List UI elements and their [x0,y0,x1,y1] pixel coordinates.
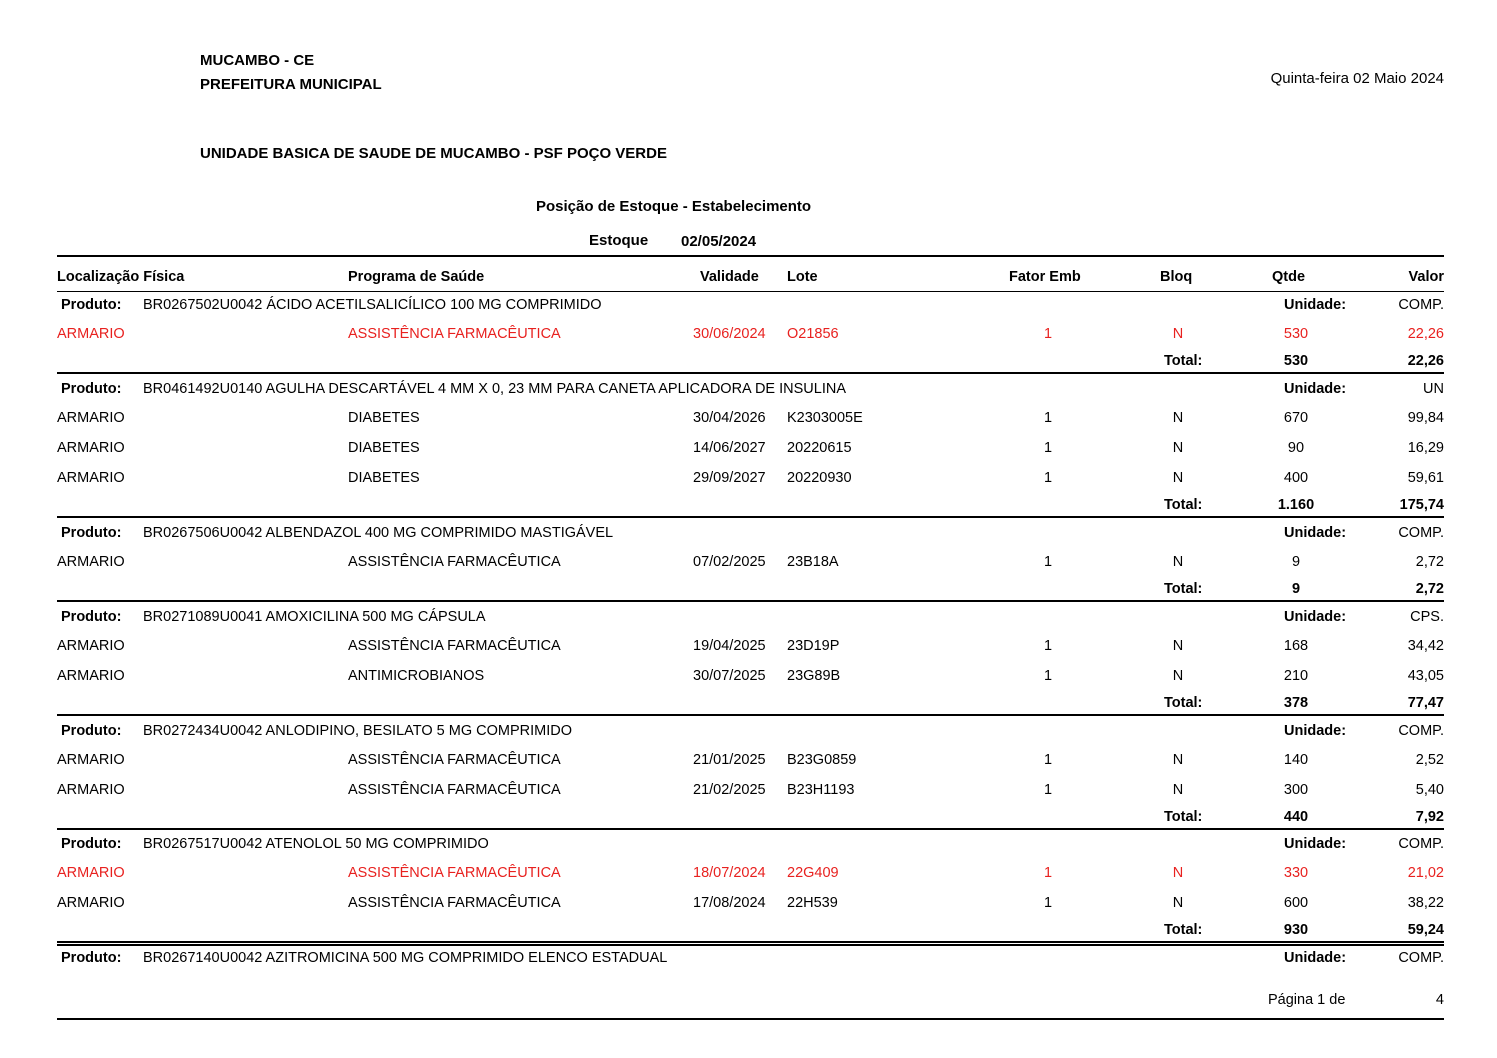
row-validity: 30/06/2024 [693,326,766,342]
row-location: ARMARIO [57,470,125,486]
row-lot: 23D19P [787,638,840,654]
col-location: Localização Física [57,269,185,285]
row-qty: 140 [1283,752,1309,768]
row-location: ARMARIO [57,638,125,654]
row-program: ASSISTÊNCIA FARMACÊUTICA [348,326,561,342]
unit-label: Unidade: [1284,950,1347,966]
total-value: 59,24 [1407,922,1444,938]
row-value: 2,72 [1415,554,1444,570]
product-unit: UN [1423,381,1444,397]
product-label: Produto: [61,950,122,966]
row-program: ASSISTÊNCIA FARMACÊUTICA [348,782,561,798]
product-unit: CPS. [1410,609,1444,625]
row-validity: 14/06/2027 [693,440,766,456]
row-blocked: N [1172,638,1184,654]
col-lot: Lote [787,269,818,285]
total-qty: 930 [1283,922,1309,938]
col-factor: Fator Emb [1009,269,1081,285]
row-program: ASSISTÊNCIA FARMACÊUTICA [348,752,561,768]
row-program: ASSISTÊNCIA FARMACÊUTICA [348,895,561,911]
row-validity: 30/04/2026 [693,410,766,426]
product-unit: COMP. [1398,950,1444,966]
municipality: MUCAMBO - CE [200,52,315,69]
row-lot: K2303005E [787,410,863,426]
health-unit-name: UNIDADE BASICA DE SAUDE DE MUCAMBO - PSF POÇO VERDE [200,145,667,162]
row-blocked: N [1172,752,1184,768]
row-factor: 1 [1043,895,1053,911]
col-program: Programa de Saúde [348,269,485,285]
stock-date: 02/05/2024 [681,233,757,250]
row-value: 59,61 [1407,470,1444,486]
row-qty: 210 [1283,668,1309,684]
unit-label: Unidade: [1284,381,1347,397]
row-location: ARMARIO [57,668,125,684]
page-total: 4 [1435,992,1444,1008]
product-separator [57,372,1444,374]
row-location: ARMARIO [57,440,125,456]
total-value: 7,92 [1415,809,1444,825]
row-qty: 300 [1283,782,1309,798]
row-factor: 1 [1043,410,1053,426]
total-value: 77,47 [1407,695,1444,711]
row-value: 99,84 [1407,410,1444,426]
row-blocked: N [1172,668,1184,684]
stock-label: Estoque [589,232,649,249]
row-validity: 18/07/2024 [693,865,766,881]
total-value: 2,72 [1415,581,1444,597]
row-factor: 1 [1043,638,1053,654]
row-factor: 1 [1043,554,1053,570]
product-name: BR0267502U0042 ÁCIDO ACETILSALICÍLICO 100 MG COMPRIMIDO [143,297,602,313]
total-value: 175,74 [1399,497,1444,513]
row-lot: B23G0859 [787,752,857,768]
row-location: ARMARIO [57,326,125,342]
col-blocked: Bloq [1160,269,1193,285]
total-qty: 378 [1283,695,1309,711]
product-label: Produto: [61,381,122,397]
row-value: 5,40 [1415,782,1444,798]
product-label: Produto: [61,297,122,313]
row-validity: 17/08/2024 [693,895,766,911]
row-qty: 600 [1283,895,1309,911]
product-name: BR0461492U0140 AGULHA DESCARTÁVEL 4 MM X 0, 23 MM PARA CANETA APLICADORA DE INSULINA [143,381,846,397]
unit-label: Unidade: [1284,609,1347,625]
row-program: DIABETES [348,440,420,456]
row-factor: 1 [1043,470,1053,486]
row-qty: 400 [1283,470,1309,486]
product-label: Produto: [61,525,122,541]
product-separator [57,828,1444,830]
row-qty: 90 [1287,440,1305,456]
product-label: Produto: [61,609,122,625]
row-blocked: N [1172,410,1184,426]
row-qty: 670 [1283,410,1309,426]
row-validity: 29/09/2027 [693,470,766,486]
page-label: Página 1 de [1268,992,1346,1008]
row-lot: 22H539 [787,895,838,911]
row-value: 21,02 [1407,865,1444,881]
row-value: 16,29 [1407,440,1444,456]
row-lot: O21856 [787,326,839,342]
row-program: DIABETES [348,410,420,426]
row-qty: 9 [1291,554,1301,570]
product-separator [57,600,1444,602]
row-lot: B23H1193 [787,782,855,798]
product-separator [57,714,1444,716]
product-separator [57,941,1444,943]
product-unit: COMP. [1398,723,1444,739]
col-validity: Validade [700,269,759,285]
product-separator [57,516,1444,518]
row-blocked: N [1172,470,1184,486]
row-lot: 23G89B [787,668,841,684]
row-factor: 1 [1043,440,1053,456]
product-name: BR0267506U0042 ALBENDAZOL 400 MG COMPRIMIDO MASTIGÁVEL [143,525,614,541]
col-qty: Qtde [1272,269,1306,285]
row-value: 43,05 [1407,668,1444,684]
row-value: 38,22 [1407,895,1444,911]
organization: PREFEITURA MUNICIPAL [200,76,382,93]
row-qty: 330 [1283,865,1309,881]
row-value: 2,52 [1415,752,1444,768]
row-location: ARMARIO [57,554,125,570]
row-validity: 30/07/2025 [693,668,766,684]
row-validity: 21/01/2025 [693,752,766,768]
total-qty: 9 [1291,581,1301,597]
row-blocked: N [1172,326,1184,342]
row-value: 22,26 [1407,326,1444,342]
product-unit: COMP. [1398,836,1444,852]
row-value: 34,42 [1407,638,1444,654]
row-program: ASSISTÊNCIA FARMACÊUTICA [348,554,561,570]
row-factor: 1 [1043,326,1053,342]
row-location: ARMARIO [57,782,125,798]
row-blocked: N [1172,554,1184,570]
row-qty: 530 [1283,326,1309,342]
col-value: Valor [1408,269,1444,285]
row-lot: 23B18A [787,554,839,570]
total-qty: 530 [1283,353,1309,369]
product-label: Produto: [61,836,122,852]
row-lot: 22G409 [787,865,839,881]
product-unit: COMP. [1398,297,1444,313]
total-label: Total: [1164,922,1203,938]
row-location: ARMARIO [57,752,125,768]
row-location: ARMARIO [57,410,125,426]
total-label: Total: [1164,353,1203,369]
row-program: ASSISTÊNCIA FARMACÊUTICA [348,865,561,881]
row-validity: 07/02/2025 [693,554,766,570]
header-rule-bottom [57,291,1444,292]
total-qty: 440 [1283,809,1309,825]
report-title: Posição de Estoque - Estabelecimento [536,198,812,215]
row-program: ASSISTÊNCIA FARMACÊUTICA [348,638,561,654]
product-label: Produto: [61,723,122,739]
row-factor: 1 [1043,752,1053,768]
total-label: Total: [1164,497,1203,513]
product-name: BR0267517U0042 ATENOLOL 50 MG COMPRIMIDO [143,836,489,852]
product-name: BR0272434U0042 ANLODIPINO, BESILATO 5 MG COMPRIMIDO [143,723,572,739]
unit-label: Unidade: [1284,525,1347,541]
unit-label: Unidade: [1284,297,1347,313]
row-factor: 1 [1043,668,1053,684]
row-blocked: N [1172,865,1184,881]
total-qty: 1.160 [1277,497,1315,513]
row-qty: 168 [1283,638,1309,654]
product-unit: COMP. [1398,525,1444,541]
unit-label: Unidade: [1284,723,1347,739]
header-rule-top [57,255,1444,257]
product-name: BR0267140U0042 AZITROMICINA 500 MG COMPRIMIDO ELENCO ESTADUAL [143,950,668,966]
row-validity: 21/02/2025 [693,782,766,798]
row-lot: 20220930 [787,470,852,486]
unit-label: Unidade: [1284,836,1347,852]
row-factor: 1 [1043,865,1053,881]
total-label: Total: [1164,581,1203,597]
total-label: Total: [1164,695,1203,711]
row-blocked: N [1172,440,1184,456]
product-name: BR0271089U0041 AMOXICILINA 500 MG CÁPSULA [143,609,486,625]
row-location: ARMARIO [57,895,125,911]
row-blocked: N [1172,895,1184,911]
row-program: DIABETES [348,470,420,486]
row-blocked: N [1172,782,1184,798]
row-program: ANTIMICROBIANOS [348,668,485,684]
row-location: ARMARIO [57,865,125,881]
report-date: Quinta-feira 02 Maio 2024 [1270,70,1444,87]
row-validity: 19/04/2025 [693,638,766,654]
row-lot: 20220615 [787,440,852,456]
body-end-rule [57,944,1444,946]
total-value: 22,26 [1407,353,1444,369]
total-label: Total: [1164,809,1203,825]
row-factor: 1 [1043,782,1053,798]
footer-rule [57,1018,1444,1020]
